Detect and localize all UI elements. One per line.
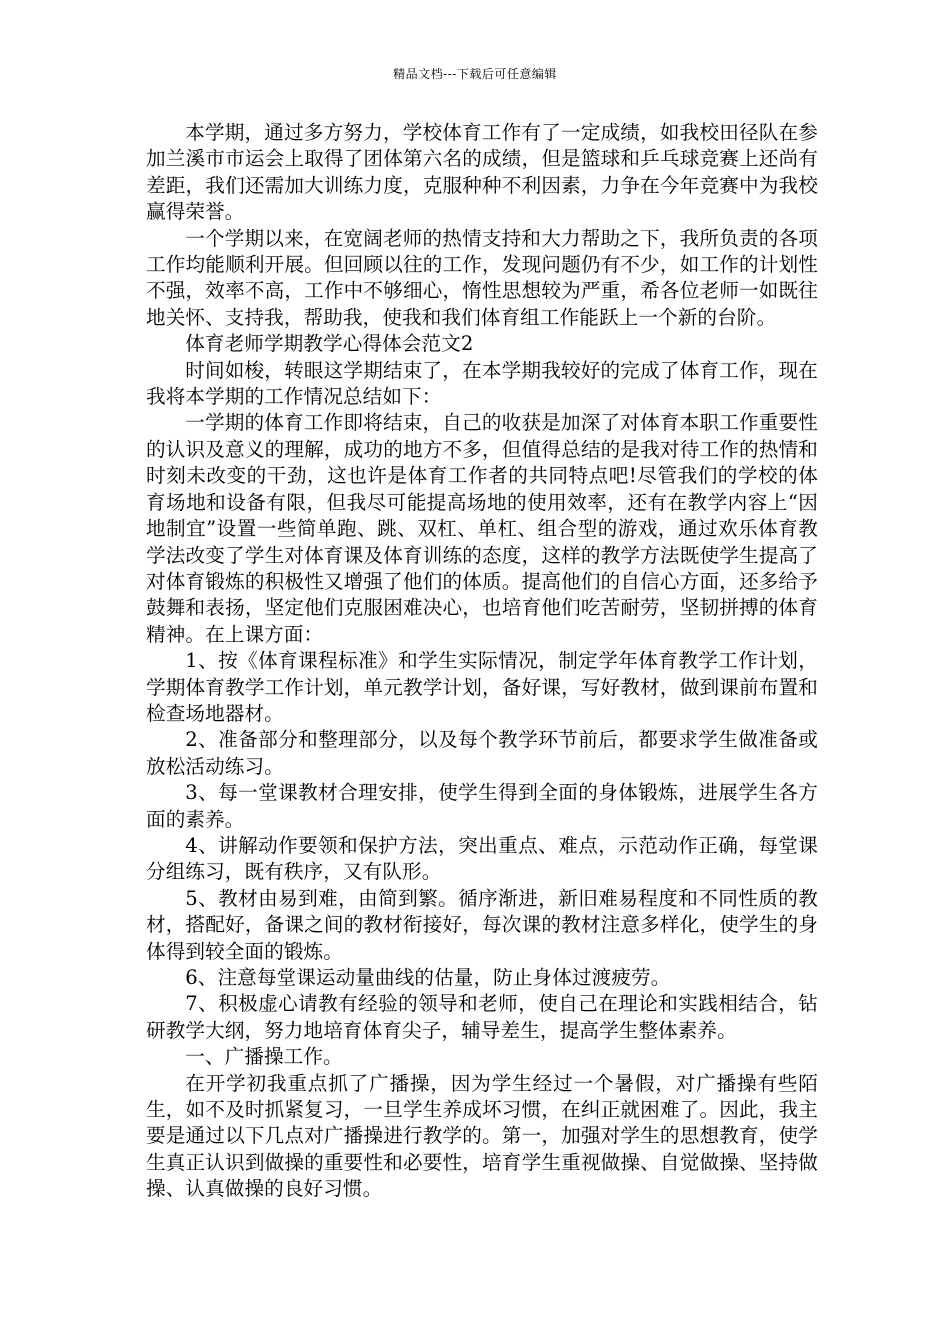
list-item-5: 5、教材由易到难，由简到繁。循序渐进，新旧难易程度和不同性质的教材，搭配好，备课之间的教材衔接好，每次课的教材注意多样化，使学生的身体得到较全面的锻炼。 <box>146 886 818 963</box>
list-item-6: 6、注意每堂课运动量曲线的估量，防止身体过渡疲劳。 <box>185 966 671 989</box>
document-body <box>146 120 818 1203</box>
paragraph-4: 一学期的体育工作即将结束，自己的收获是加深了对体育本职工作重要性的认识及意义的理解，成功的地方不多，但值得总结的是我对待工作的热情和时刻未改变的干劲，这也许是体育工作者的共同特点吧!尽管我们的学校的体育场地和设备有限，但我尽可能提高场地的使用效率，还有在教学内容上“因地制宜”设置一些简单跑、跳、双杠、单杠、组合型的游戏，通过欢乐体育教学法改变了学生对体育课及体育训练的态度，这样的教学方法既使学生提高了对体育锻炼的积极性又增强了他们的体质。提高他们的自信心方面，还多给予鼓舞和表扬，坚定他们克服困难决心，也培育他们吃苦耐劳，坚韧拼搏的体育精神。在上课方面： <box>146 411 818 646</box>
paragraph-3: 时间如梭，转眼这学期结束了，在本学期我较好的完成了体育工作，现在我将本学期的工作情况总结如下： <box>146 358 818 409</box>
page-header: 精品文档---下载后可任意编辑 <box>393 67 557 81</box>
list-item-4: 4、讲解动作要领和保护方法，突出重点、难点，示范动作正确，每堂课分组练习，既有秩序，又有队形。 <box>146 833 818 884</box>
list-item-1: 1、按《体育课程标准》和学生实际情况，制定学年体育教学工作计划，学期体育教学工作计划，单元教学计划，备好课，写好教材，做到课前布置和检查场地器材。 <box>146 649 818 725</box>
list-item-3: 3、每一堂课教材合理安排，使学生得到全面的身体锻炼，进展学生各方面的素养。 <box>146 781 818 831</box>
paragraph-2: 一个学期以来，在宽阔老师的热情支持和大力帮助之下，我所负责的各项工作均能顺利开展。但回顾以往的工作，发现问题仍有不少，如工作的计划性不强，效率不高，工作中不够细心，惰性思想较为严重，希各位老师一如既往地关怀、支持我，帮助我，使我和我们体育组工作能跃上一个新的台阶。 <box>146 226 818 329</box>
paragraph-1: 本学期，通过多方努力，学校体育工作有了一定成绩，如我校田径队在参加兰溪市市运会上取得了团体第六名的成绩，但是篮球和乒乓球竞赛上还尚有差距，我们还需加大训练力度，克服种种不利因素，力争在今年竞赛中为我校赢得荣誉。 <box>146 121 818 224</box>
subsection-title: 一、广播操工作。 <box>185 1045 343 1069</box>
list-item-2: 2、准备部分和整理部分，以及每个教学环节前后，都要求学生做准备或放松活动练习。 <box>146 728 818 778</box>
paragraph-5: 在开学初我重点抓了广播操，因为学生经过一个暑假，对广播操有些陌生，如不及时抓紧复习，一旦学生养成坏习惯，在纠正就困难了。因此，我主要是通过以下几点对广播操进行教学的。第一，加强对学生的思想教育，使学生真正认识到做操的重要性和必要性，培育学生重视做操、自觉做操、坚持做操、认真做操的良好习惯。 <box>146 1071 818 1201</box>
list-item-7: 7、积极虚心请教有经验的领导和老师，使自己在理论和实践相结合，钻研教学大纲，努力地培育体育尖子，辅导差生，提高学生整体素养。 <box>146 992 818 1042</box>
section-title: 体育老师学期教学心得体会范文2 <box>185 332 474 356</box>
